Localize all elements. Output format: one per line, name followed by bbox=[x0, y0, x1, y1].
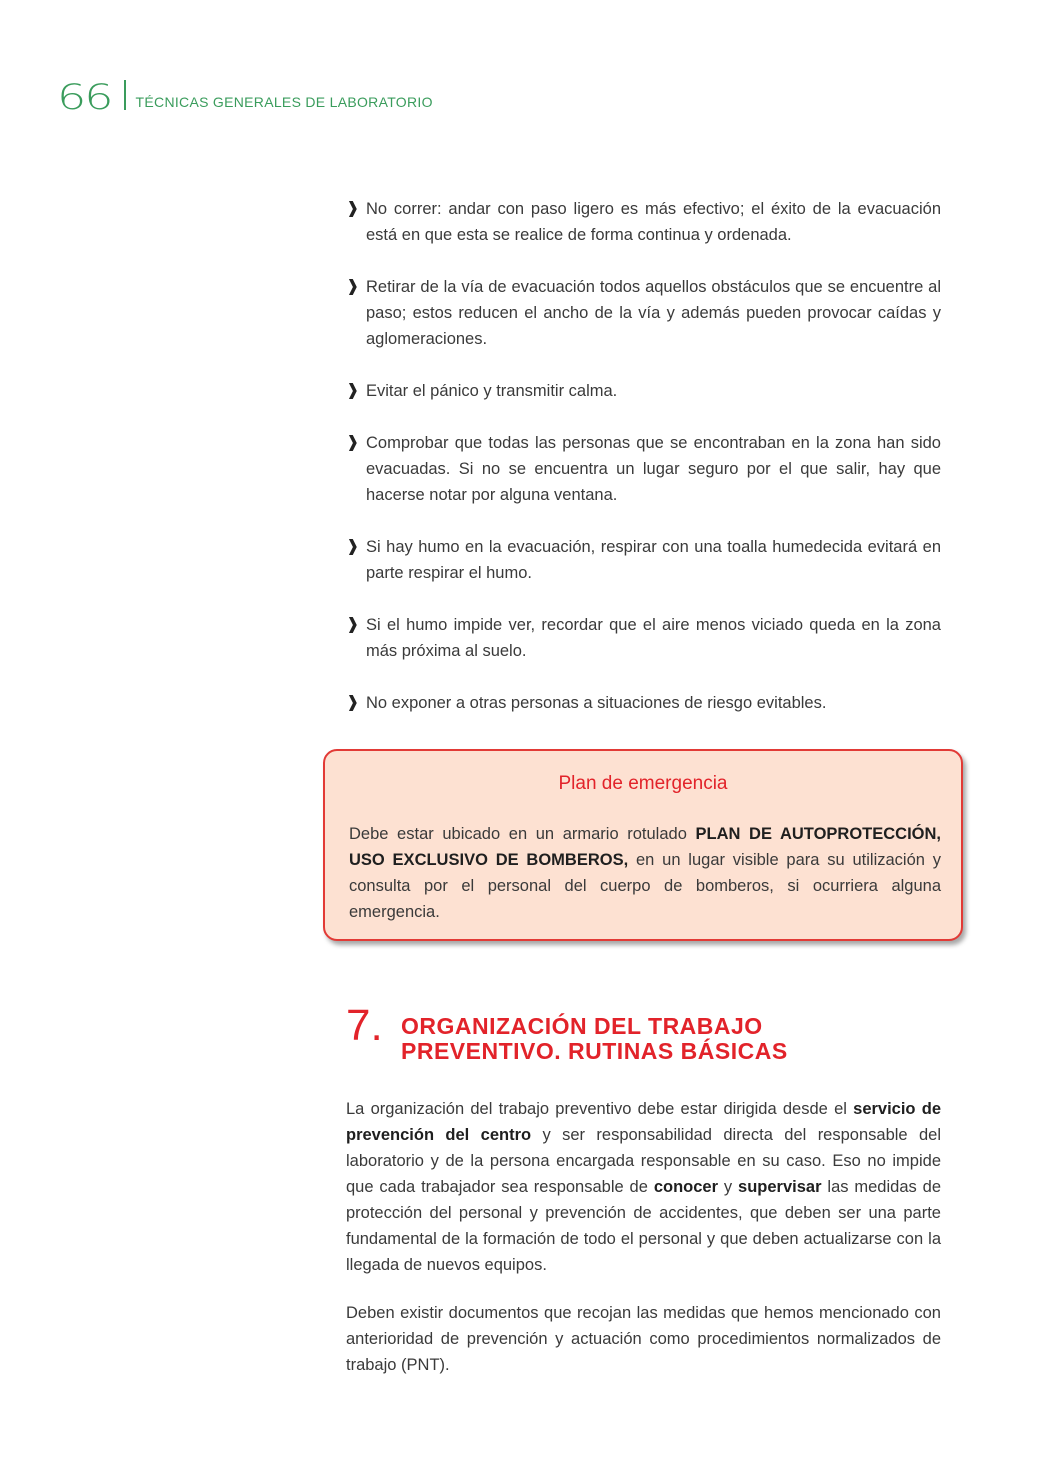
evacuation-bullet-list bbox=[346, 196, 941, 742]
list-item bbox=[346, 534, 941, 586]
paragraph-bold-text: supervisar bbox=[738, 1178, 822, 1196]
bullet-icon: ❱ bbox=[346, 382, 360, 399]
bullet-icon: ❱ bbox=[346, 694, 360, 711]
section-title-line: ORGANIZACIÓN DEL TRABAJO bbox=[401, 1013, 763, 1039]
list-item-text: No correr: andar con paso ligero es más efectivo; el éxito de la evacuación está en que esta se realice de forma continua y ordenada. bbox=[366, 200, 941, 244]
paragraph-text: y ser responsabilidad directa del responsable del laboratorio y de la persona encargada responsable en su caso. Eso no impide que cada trabajador sea responsable de bbox=[346, 1126, 941, 1196]
list-item bbox=[346, 378, 941, 404]
bullet-icon: ❱ bbox=[346, 616, 360, 633]
bullet-icon: ❱ bbox=[346, 434, 360, 451]
list-item-text: Retirar de la vía de evacuación todos aquellos obstáculos que se encuentre al paso; estos reducen el ancho de la vía y además pueden provocar caídas y aglomeraciones. bbox=[366, 278, 941, 348]
section-heading bbox=[346, 1001, 946, 1070]
list-item-text: Si el humo impide ver, recordar que el aire menos viciado queda en la zona más próxima al suelo. bbox=[366, 616, 941, 660]
paragraph-bold-text: servicio de prevención del centro bbox=[346, 1100, 941, 1144]
page-header bbox=[57, 72, 433, 118]
list-item-text: Si hay humo en la evacuación, respirar con una toalla humedecida evitará en parte respirar el humo. bbox=[366, 538, 941, 582]
paragraph-text: La organización del trabajo preventivo debe estar dirigida desde el bbox=[346, 1100, 854, 1118]
list-item-text: Comprobar que todas las personas que se encontraban en la zona han sido evacuadas. Si no se encuentra un lugar seguro por el que salir, hay que hacerse notar por alguna ventana. bbox=[366, 434, 941, 504]
header-divider bbox=[124, 80, 126, 110]
callout-text: en un lugar visible para su utilización y consulta por el personal del cuerpo de bomberos, si ocurriera alguna emergencia. bbox=[349, 851, 941, 921]
callout-text: Debe estar ubicado en un armario rotulado bbox=[349, 825, 696, 843]
list-item bbox=[346, 430, 941, 508]
callout-bold-text: PLAN DE AUTOPROTECCIÓN, USO EXCLUSIVO DE BOMBEROS, bbox=[349, 825, 941, 869]
bullet-icon: ❱ bbox=[346, 200, 360, 217]
section-title-line: PREVENTIVO. RUTINAS BÁSICAS bbox=[401, 1038, 788, 1064]
list-item bbox=[346, 612, 941, 664]
emergency-plan-callout bbox=[323, 749, 963, 941]
paragraph-bold-text: conocer bbox=[653, 1178, 718, 1196]
section-number: 7. bbox=[346, 1001, 383, 1050]
list-item bbox=[346, 690, 941, 716]
list-item-text: No exponer a otras personas a situaciones de riesgo evitables. bbox=[366, 694, 827, 712]
list-item bbox=[346, 196, 941, 248]
body-paragraph: Deben existir documentos que recojan las medidas que hemos mencionado con anterioridad de prevención y actuación como procedimientos normalizados de trabajo (PNT). bbox=[346, 1304, 941, 1374]
callout-title: Plan de emergencia bbox=[558, 773, 728, 794]
callout-body bbox=[349, 821, 941, 925]
list-item bbox=[346, 274, 941, 352]
section-title bbox=[401, 1014, 788, 1064]
paragraph-text: las medidas de protección del personal y prevención de accidentes, que deben ser una parte fundamental de la formación de todo el personal y que deben actualizarse con la llegada de nuevos equipos. bbox=[346, 1178, 942, 1274]
running-title: TÉCNICAS GENERALES DE LABORATORIO bbox=[135, 94, 433, 110]
bullet-icon: ❱ bbox=[346, 538, 360, 555]
page-number: 66 bbox=[57, 76, 112, 118]
paragraph-text: y bbox=[718, 1178, 739, 1196]
bullet-icon: ❱ bbox=[346, 278, 360, 295]
list-item-text: Evitar el pánico y transmitir calma. bbox=[366, 382, 618, 400]
body-paragraph bbox=[346, 1096, 941, 1278]
